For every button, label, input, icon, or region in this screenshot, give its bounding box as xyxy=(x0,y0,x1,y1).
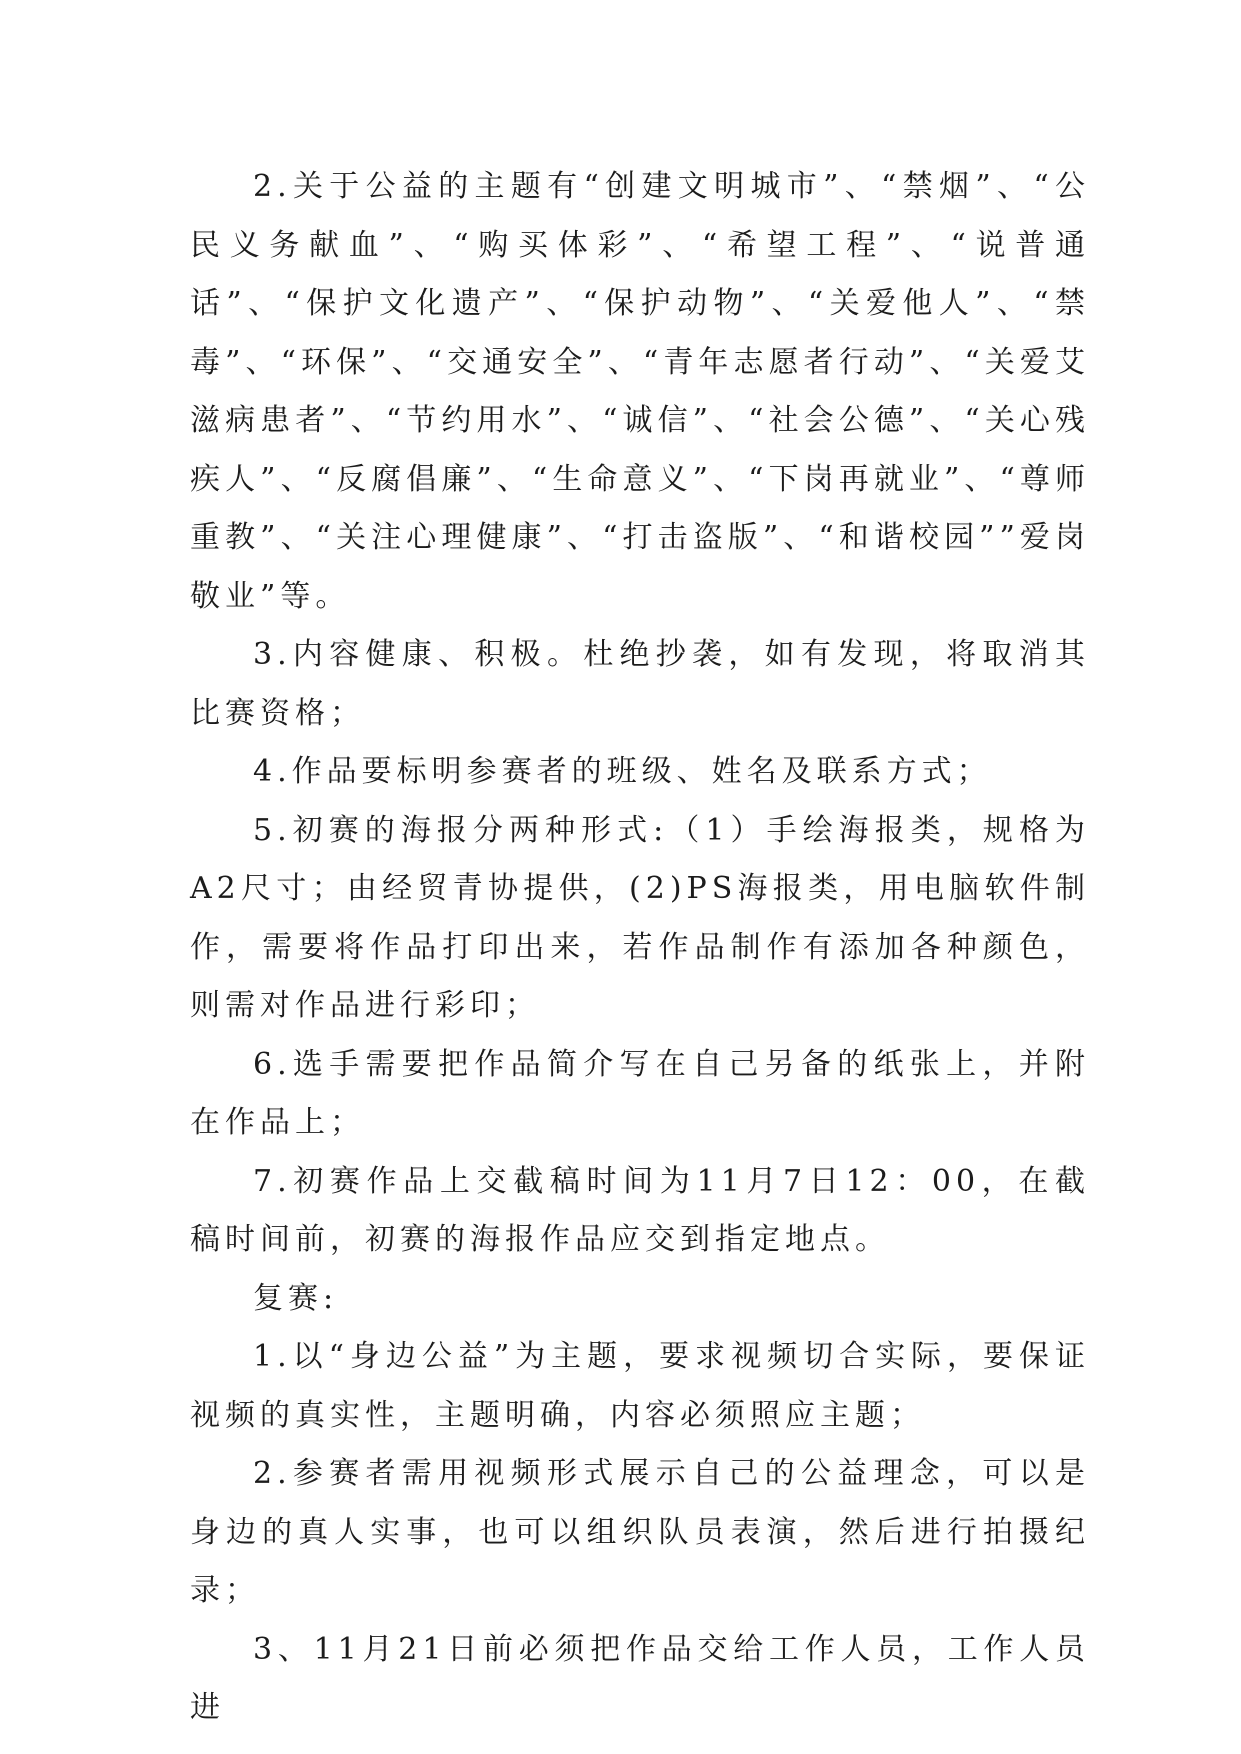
paragraph-deadline: 7.初赛作品上交截稿时间为11月7日12：00，在截稿时间前，初赛的海报作品应交到指定地点。 xyxy=(190,1163,1090,1257)
paragraph-labeling-rule: 4.作品要标明参赛者的班级、姓名及联系方式； xyxy=(253,754,992,789)
paragraph-poster-format: 5.初赛的海报分两种形式:（1）手绘海报类，规格为A2尺寸；由经贸青协提供，(2)PS海报类，用电脑软件制作，需要将作品打印出来，若作品制作有添加各种颜色，则需对作品进行彩印； xyxy=(190,812,1090,1023)
paragraph-video-format: 2.参赛者需用视频形式展示自己的公益理念，可以是身边的真人实事，也可以组织队员表演，然后进行拍摄纪录； xyxy=(190,1456,1090,1608)
paragraph-content-rule: 3.内容健康、积极。杜绝抄袭，如有发现，将取消其比赛资格； xyxy=(190,637,1090,731)
paragraph-video-deadline: 3、11月21日前必须把作品交给工作人员，工作人员进 xyxy=(190,1631,1090,1725)
paragraph-intro-rule: 6.选手需要把作品简介写在自己另备的纸张上，并附在作品上； xyxy=(190,1046,1090,1140)
document-body xyxy=(190,158,1090,1738)
paragraph-video-theme: 1.以“身边公益”为主题，要求视频切合实际，要保证视频的真实性，主题明确，内容必须照应主题； xyxy=(190,1339,1090,1433)
paragraph-topics: 2.关于公益的主题有“创建文明城市”、“禁烟”、“公民义务献血”、“购买体彩”、“希望工程”、“说普通话”、“保护文化遗产”、“保护动物”、“关爱他人”、“禁毒”、“环保”、“交通安全”、“青年志愿者行动”、“关爱艾滋病患者”、“节约用水”、“诚信”、“社会公德”、“关心残疾人”、“反腐倡廉”、“生命意义”、“下岗再就业”、“尊师重教”、“关注心理健康”、“打击盗版”、“和谐校园””爱岗敬业”等。 xyxy=(190,169,1090,614)
section-heading-rematch: 复赛: xyxy=(253,1280,339,1316)
